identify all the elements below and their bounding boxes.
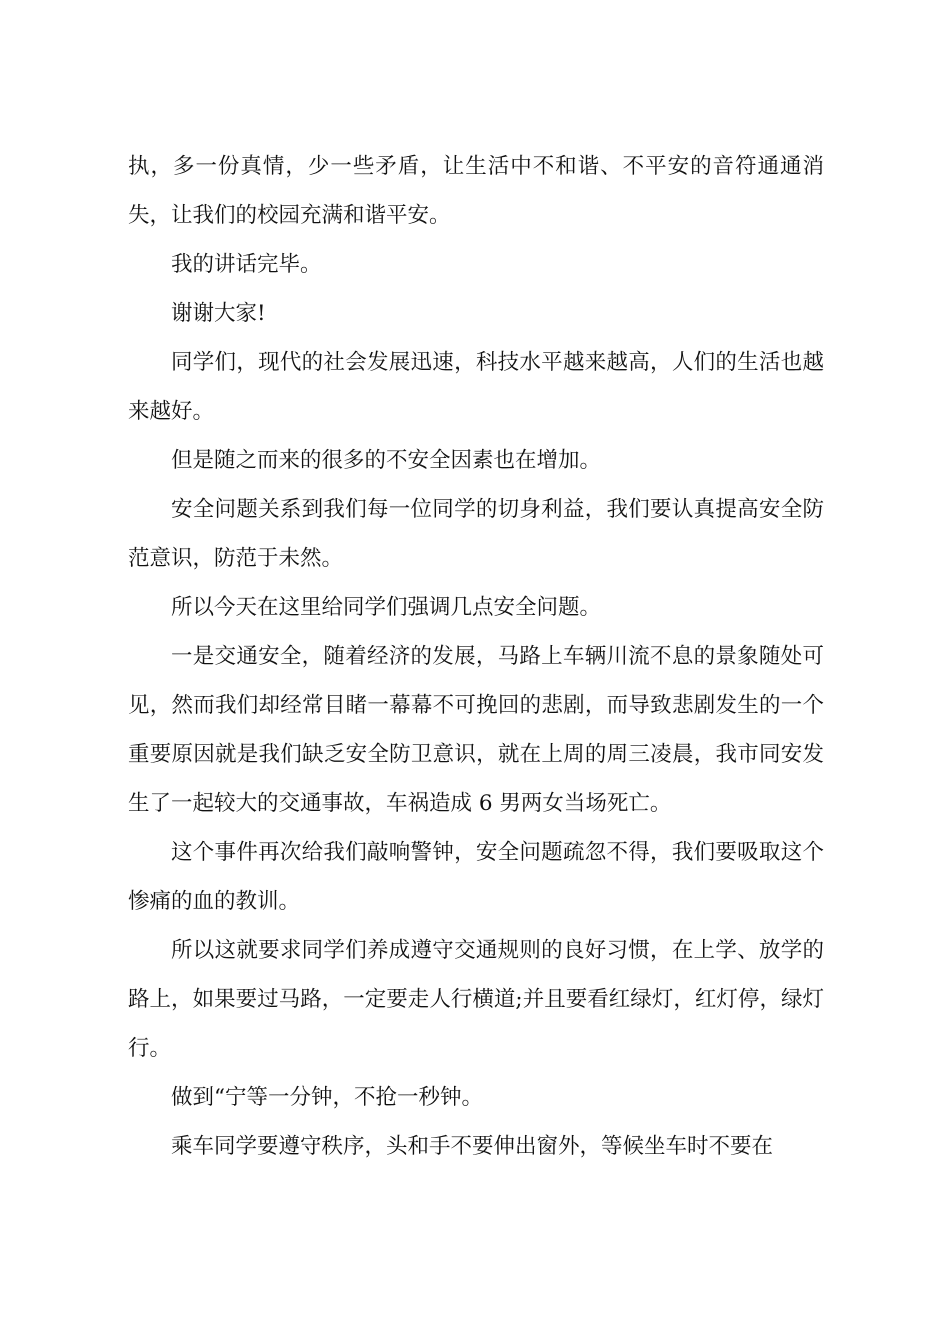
paragraph: 乘车同学要遵守秩序，头和手不要伸出窗外，等候坐车时不要在 xyxy=(171,1134,774,1159)
paragraph-traffic-safety: 一是交通安全，随着经济的发展，马路上车辆川流不息的景象随处可见，然而我们却经常目睹一幕幕不可挽回的悲剧，而导致悲剧发生的一个重要原因就是我们缺乏安全防卫意识，就在上周的周三凌晨，我市同安发生了一起较大的交通事故，车祸造成 6 男两女当场死亡。 xyxy=(128,644,824,816)
paragraph: 同学们，现代的社会发展迅速，科技水平越来越高，人们的生活也越来越好。 xyxy=(128,350,824,424)
document-body xyxy=(128,142,824,1171)
paragraph-closing: 我的讲话完毕。 xyxy=(171,252,322,277)
paragraph: 但是随之而来的很多的不安全因素也在增加。 xyxy=(171,448,602,473)
paragraph: 做到“宁等一分钟，不抢一秒钟。 xyxy=(171,1085,483,1110)
paragraph: 这个事件再次给我们敲响警钟，安全问题疏忽不得，我们要吸取这个惨痛的血的教训。 xyxy=(128,840,824,914)
paragraph-continuation: 执，多一份真情，少一些矛盾，让生活中不和谐、不平安的音符通通消失，让我们的校园充满和谐平安。 xyxy=(128,154,824,228)
paragraph: 所以这就要求同学们养成遵守交通规则的良好习惯，在上学、放学的路上，如果要过马路，一定要走人行横道;并且要看红绿灯，红灯停，绿灯行。 xyxy=(128,938,824,1061)
paragraph-thanks: 谢谢大家! xyxy=(171,301,266,326)
paragraph: 所以今天在这里给同学们强调几点安全问题。 xyxy=(171,595,602,620)
paragraph: 安全问题关系到我们每一位同学的切身利益，我们要认真提高安全防范意识，防范于未然。 xyxy=(128,497,824,571)
